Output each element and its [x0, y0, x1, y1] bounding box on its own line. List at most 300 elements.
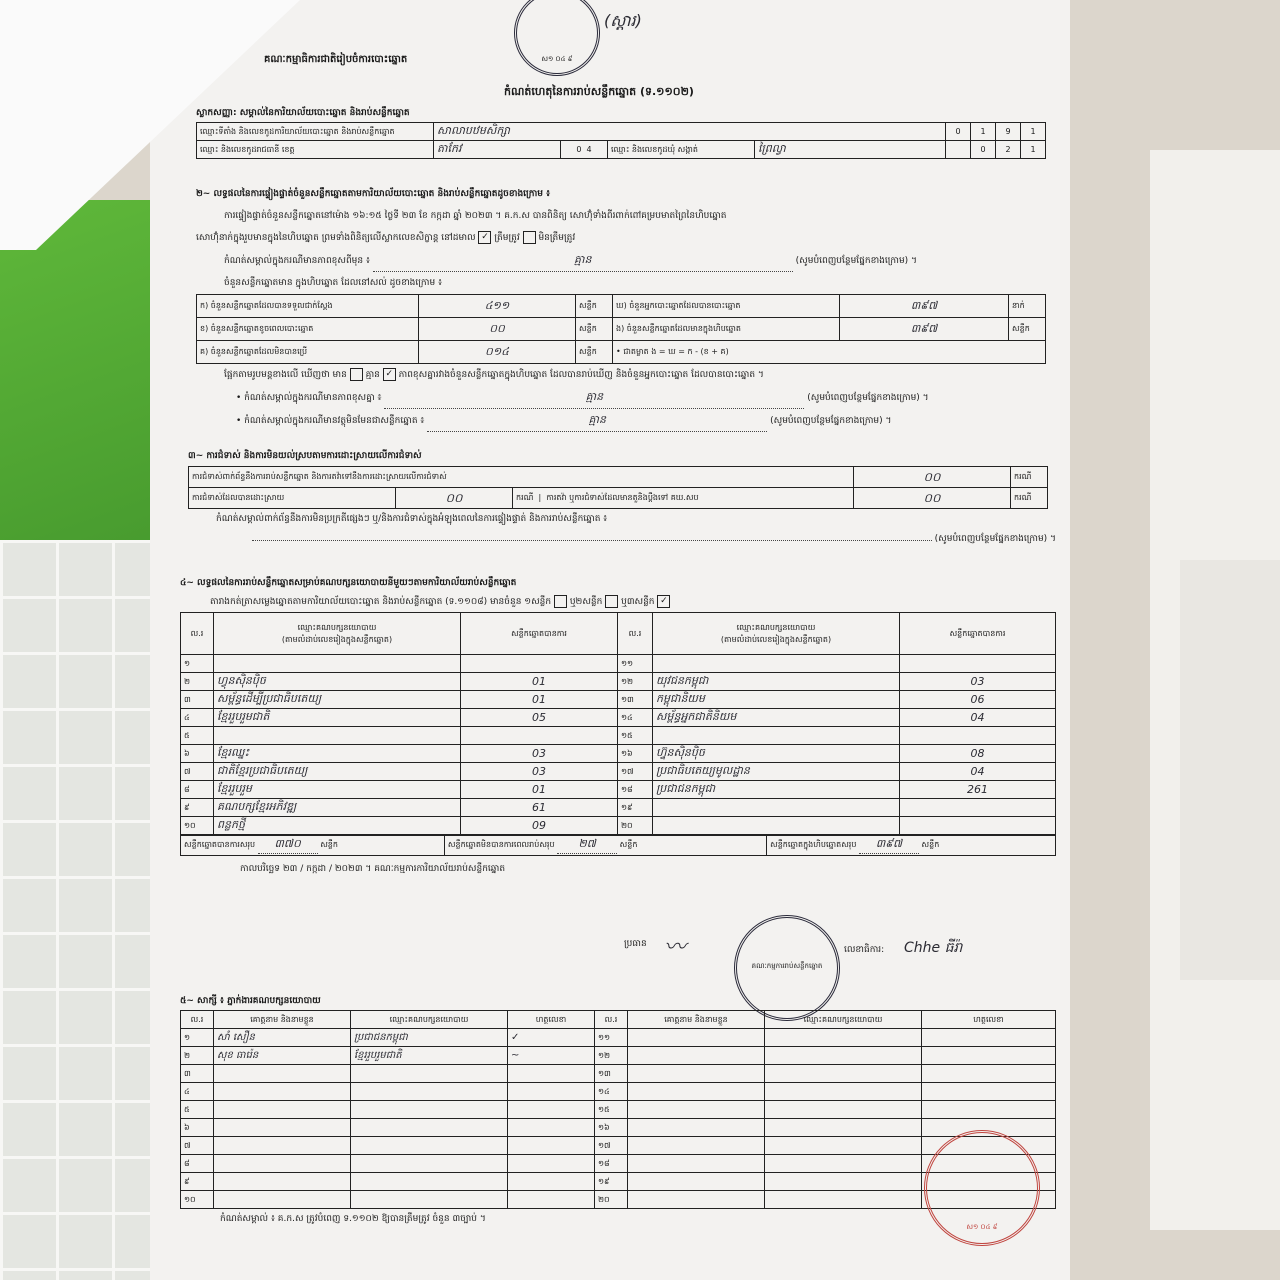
location-code-4: 1 — [1021, 123, 1046, 141]
party-no: ១៩ — [618, 799, 653, 817]
table-row — [181, 817, 1056, 835]
part2-subtitle: ចំនួនសន្លឹកឆ្នោតមាន ក្នុងហិបឆ្នោត ដែលនៅសល់ ដូចខាងក្រោម ៖ — [224, 278, 443, 288]
voters-label: ឃ) ចំនួនអ្នកបោះឆ្នោតដែលបានបោះឆ្នោត — [613, 295, 840, 318]
in-box-unit: សន្លឹក — [1009, 318, 1046, 341]
party-name: ខ្មែររួបរួមជាតិ — [214, 709, 461, 727]
commune-code-3: 1 — [1021, 141, 1046, 159]
part2-note-value: គ្មាន — [373, 249, 793, 272]
table-row — [181, 1155, 1056, 1173]
table-row — [181, 781, 1056, 799]
part3-hint-line — [188, 529, 1056, 549]
bullet-1-label: • កំណត់សម្គាល់ក្នុងករណីមានភាពខុសគ្នា ៖ — [236, 393, 382, 403]
witness-signature — [508, 1137, 595, 1155]
party-no: ១៤ — [618, 709, 653, 727]
table-row — [181, 1101, 1056, 1119]
commune-value: ព្រៃល្វា — [755, 141, 946, 159]
witness-no: ១៨ — [595, 1155, 628, 1173]
col-no-right: ល.រ — [618, 613, 653, 655]
objection-table — [188, 466, 1048, 509]
party-votes: 03 — [900, 673, 1056, 691]
location-table — [196, 122, 1046, 159]
witness-signature — [508, 1191, 595, 1209]
party-no: ១៧ — [618, 763, 653, 781]
witness-name — [628, 1191, 765, 1209]
col-party-left-label: ឈ្មោះគណបក្សនយោបាយ — [297, 622, 377, 632]
objection-label: ការជំទាស់ពាក់ព័ន្ធនឹងការរាប់សន្លឹកឆ្នោត និងការតវ៉ាទៅនឹងការដោះស្រាយលើការជំទាស់ — [189, 467, 854, 488]
witness-party — [351, 1065, 508, 1083]
total-valid — [181, 836, 445, 856]
party-votes: 04 — [900, 709, 1056, 727]
witness-no: ៦ — [181, 1119, 214, 1137]
witness-name — [214, 1083, 351, 1101]
ballot-count-table — [196, 294, 1046, 364]
table-row — [181, 673, 1056, 691]
table-row — [181, 691, 1056, 709]
witness-party — [765, 1137, 922, 1155]
party-name: ប្រជាធិបតេយ្យមូលដ្ឋាន — [653, 763, 900, 781]
province-code-2: 4 — [586, 145, 592, 154]
bullet-2 — [196, 409, 1056, 432]
witness-name — [214, 1173, 351, 1191]
party-votes — [461, 727, 618, 745]
part4-title: ៤~ លទ្ធផលនៃការរាប់សន្លឹកឆ្នោតសម្រាប់គណបក្សនយោបាយនីមួយៗតាមការិយាល័យរាប់សន្លឹកឆ្នោត — [180, 578, 517, 588]
party-no: ១០ — [181, 817, 214, 835]
seal-handwriting: (ស្តារ) — [604, 11, 642, 30]
part3-section — [188, 446, 1056, 549]
party-no: ១៦ — [618, 745, 653, 763]
date-line: កាលបរិច្ឆេទ ២៣ / កក្កដា / ២០២៣ ។ គណៈកម្មការការិយាល័យរាប់សន្លឹកឆ្នោត — [240, 864, 506, 874]
party-votes: 61 — [461, 799, 618, 817]
witness-party — [351, 1155, 508, 1173]
party-name — [653, 655, 900, 673]
part2-note-hint: (សូមបំពេញបន្ថែមផ្នែកខាងក្រោម) ។ — [795, 256, 917, 266]
bullet-1-hint: (សូមបំពេញបន្ថែមផ្នែកខាងក្រោម) ។ — [807, 393, 929, 403]
seal-red-caption: ស១ ០៤ ៩ — [966, 1223, 998, 1231]
party-votes: 01 — [461, 673, 618, 691]
witness-party — [765, 1047, 922, 1065]
secretary-signature: Chhe ធីរ៉ា — [904, 940, 963, 956]
witness-party: ខ្មែររួបរួមជាតិ — [351, 1047, 508, 1065]
party-no: ៦ — [181, 745, 214, 763]
part2-title: ២~ លទ្ធផលនៃការផ្ទៀងផ្ទាត់ចំនួនសន្លឹកឆ្នោតតាមការិយាល័យបោះឆ្នោត និងរាប់សន្លឹកឆ្នោតដូចខាងក្រោម ៖ — [196, 189, 551, 199]
total-invalid-unit: សន្លឹក — [619, 840, 638, 849]
total-in-box — [767, 836, 1056, 856]
col-party-left — [214, 613, 461, 655]
part5-footer: កំណត់សម្គាល់ ៖ គ.ក.ស ត្រូវបំពេញ ទ.១១០២ ឱ្យបានត្រឹមត្រូវ ចំនួន ៣ច្បាប់ ។ — [220, 1214, 486, 1224]
witness-party — [351, 1137, 508, 1155]
part3-dotted-line — [252, 540, 932, 541]
org-name: គណៈកម្មាធិការជាតិរៀបចំការបោះឆ្នោត — [264, 54, 408, 65]
resolved-unit-and-label: ករណី | ការតវ៉ា ឬការជំទាស់ដែលមានតួនិងប្តឹងទៅ គឃ.សប — [513, 488, 854, 509]
spoiled-unit: សន្លឹក — [576, 318, 613, 341]
part4-intro — [180, 592, 1056, 612]
witness-party — [765, 1173, 922, 1191]
table-row — [181, 799, 1056, 817]
part4-section — [180, 574, 1056, 882]
unused-unit: សន្លឹក — [576, 341, 613, 364]
w-col-sign-right: ហត្ថលេខា — [922, 1011, 1056, 1029]
seal-ok-label: ត្រឹមត្រូវ — [494, 233, 520, 243]
formula-text: • ជាតម្លាត ង = ឃ = ក - (ខ + គ) — [613, 341, 1046, 364]
discrepancy-desc: ភាពខុសគ្នារវាងចំនួនសន្លឹកឆ្នោតក្នុងហិបឆ្នោត ដែលបានរាប់ឃើញ និងចំនួនអ្នកបោះឆ្នោត ដែលបានបោះឆ្នោត ។ — [398, 370, 764, 380]
witness-no: ១២ — [595, 1047, 628, 1065]
location-value: សាលាបឋមសិក្សា — [434, 123, 946, 141]
col-party-right-label: ឈ្មោះគណបក្សនយោបាយ — [736, 622, 816, 632]
witness-name — [628, 1137, 765, 1155]
party-name: គណបក្សខ្មែរអភិវឌ្ឍ — [214, 799, 461, 817]
seal-middle-caption: គណៈកម្មការរាប់សន្លឹកឆ្នោត — [751, 962, 823, 970]
witness-name — [628, 1083, 765, 1101]
received-label: ក) ចំនួនសន្លឹកឆ្នោតដែលបានទទួលជាក់ស្តែង — [197, 295, 419, 318]
party-votes-table — [180, 612, 1056, 835]
part2-section — [196, 183, 1056, 432]
witness-party — [765, 1029, 922, 1047]
appeal-unit: ករណី — [1011, 488, 1048, 509]
party-name: ហ្វុនស៊ិនប៉ិច — [214, 673, 461, 691]
part2-note — [196, 249, 1056, 272]
ballot-row-1 — [197, 295, 1046, 318]
party-name — [653, 817, 900, 835]
part3-hint: (សូមបំពេញបន្ថែមផ្នែកខាងក្រោម) ។ — [934, 534, 1056, 544]
witness-party — [765, 1119, 922, 1137]
witness-no: ២ — [181, 1047, 214, 1065]
objection-value: ០០ — [854, 467, 1011, 488]
witness-name — [214, 1191, 351, 1209]
w-col-name-left: គោត្តនាម និងនាមខ្លួន — [214, 1011, 351, 1029]
col-party-left-sub: (តាមលំដាប់លេខរៀងក្នុងសន្លឹកឆ្នោត) — [281, 634, 393, 644]
col-votes-left: សន្លឹកឆ្នោតបានការ — [461, 613, 618, 655]
unused-label: គ) ចំនួនសន្លឹកឆ្នោតដែលមិនបានប្រើ — [197, 341, 419, 364]
witness-name — [214, 1101, 351, 1119]
party-name: សម្ព័ន្ធដើម្បីប្រជាធិបតេយ្យ — [214, 691, 461, 709]
witness-signature — [508, 1155, 595, 1173]
witness-party — [351, 1101, 508, 1119]
in-box-value: ៣៩៧ — [840, 318, 1009, 341]
witness-name — [628, 1173, 765, 1191]
party-no: ៥ — [181, 727, 214, 745]
party-votes: 261 — [900, 781, 1056, 799]
party-name: ខ្មែររួបរួម — [214, 781, 461, 799]
witness-signature: ~ — [508, 1047, 595, 1065]
party-no: ៨ — [181, 781, 214, 799]
total-invalid — [444, 836, 766, 856]
witness-no: ៩ — [181, 1173, 214, 1191]
voters-value: ៣៩៧ — [840, 295, 1009, 318]
total-in-box-value: ៣៩៧ — [859, 837, 919, 854]
witness-signature — [922, 1029, 1056, 1047]
party-name: កម្ពុជានិយម — [653, 691, 900, 709]
bullet-2-label: • កំណត់សម្គាល់ក្នុងករណីមានវត្ថុមិនមែនជាសន្លឹកឆ្នោត ៖ — [236, 416, 425, 426]
party-name: ហ្វ៊ុនស៊ិនប៉ិច — [653, 745, 900, 763]
party-name — [214, 727, 461, 745]
received-unit: សន្លឹក — [576, 295, 613, 318]
party-no: ២០ — [618, 817, 653, 835]
party-votes — [461, 655, 618, 673]
witness-no: ១៤ — [595, 1083, 628, 1101]
table-row — [181, 763, 1056, 781]
witness-party — [351, 1083, 508, 1101]
bullet-1 — [196, 386, 1056, 409]
witness-no: ៨ — [181, 1155, 214, 1173]
bullet-2-value: គ្មាន — [427, 409, 767, 432]
table-row — [181, 655, 1056, 673]
table-row — [181, 1065, 1056, 1083]
witness-name — [628, 1101, 765, 1119]
party-no: ១៣ — [618, 691, 653, 709]
part2-line2-text: សោហ៊ុំនាក់ក្នុងរួបមានក្នុងនៃហិបឆ្នោត ព្រមទាំងពិនិត្យលើស្លាកលេខសិក្ខាន្ត នៅដមាល — [196, 233, 476, 243]
w-col-party-left: ឈ្មោះគណបក្សនយោបាយ — [351, 1011, 508, 1029]
three-sheet-checkbox[interactable]: ✓ — [657, 595, 670, 608]
two-sheet-checkbox[interactable] — [605, 595, 618, 608]
totals-row — [181, 836, 1056, 856]
tally-sheet-count: តារាងកត់ត្រាសម្លេងឆ្នោតតាមការិយាល័យបោះឆ្នោត និងរាប់សន្លឹកឆ្នោត (ទ.១១០៨) មានចំនួន ១សន្លឹក — [210, 597, 552, 607]
witness-party: ប្រជាជនកម្ពុជា — [351, 1029, 508, 1047]
total-invalid-label: សន្លឹកឆ្នោតមិនបានការពេលរាប់សរុប — [447, 840, 555, 849]
discrepancy-label: ផ្អែកតាមរូបមន្តខាងលើ ឃើញថា មាន — [224, 370, 347, 380]
party-votes — [900, 655, 1056, 673]
location-code-3: 9 — [996, 123, 1021, 141]
witness-signature — [508, 1119, 595, 1137]
party-votes: 01 — [461, 691, 618, 709]
totals-table — [180, 835, 1056, 856]
official-seal-red — [924, 1130, 1040, 1246]
province-code — [561, 141, 608, 159]
party-votes: 03 — [461, 745, 618, 763]
chair-signature: 〰 — [664, 935, 687, 960]
witness-header — [181, 1011, 1056, 1029]
party-votes: 05 — [461, 709, 618, 727]
part5-title: ៥~ សាក្សី ៖ ភ្នាក់ងារគណបក្សនយោបាយ — [180, 996, 321, 1006]
witness-party — [351, 1173, 508, 1191]
party-name — [653, 727, 900, 745]
party-name: សម្ព័ន្ធអ្នកជាតិនិយម — [653, 709, 900, 727]
witness-signature — [508, 1101, 595, 1119]
form-header — [164, 0, 1056, 100]
witness-no: ៧ — [181, 1137, 214, 1155]
party-votes: 09 — [461, 817, 618, 835]
w-col-party-right: ឈ្មោះគណបក្សនយោបាយ — [765, 1011, 922, 1029]
three-sheet-label: ឬ៣សន្លឹក — [621, 597, 655, 607]
witness-party — [765, 1065, 922, 1083]
witness-party — [765, 1101, 922, 1119]
party-votes — [900, 799, 1056, 817]
background-papers-right-2 — [1180, 560, 1280, 980]
seal-top-caption: ស១ ០៤ ៩ — [541, 55, 573, 63]
witness-signature: ✓ — [508, 1029, 595, 1047]
party-votes: 06 — [900, 691, 1056, 709]
location-code-2: 1 — [971, 123, 996, 141]
col-party-right-sub: (តាមលំដាប់លេខរៀងក្នុងសន្លឹកឆ្នោត) — [720, 634, 832, 644]
location-code-1: 0 — [946, 123, 971, 141]
party-name — [214, 655, 461, 673]
chair-label: ប្រធាន — [624, 939, 647, 949]
witness-no: ១៣ — [595, 1065, 628, 1083]
party-no: ១១ — [618, 655, 653, 673]
total-valid-value: ៣៧០ — [258, 837, 318, 854]
total-in-box-label: សន្លឹកឆ្នោតក្នុងហិបឆ្នោតសរុប — [770, 840, 857, 849]
two-sheet-label: ឬ២សន្លឹក — [569, 597, 603, 607]
witness-no: ១៩ — [595, 1173, 628, 1191]
w-col-sign-left: ហត្ថលេខា — [508, 1011, 595, 1029]
party-votes-body — [181, 655, 1056, 835]
witness-party — [765, 1155, 922, 1173]
spoiled-label: ខ) ចំនួនសន្លឹកឆ្នោតខូចពេលបោះឆ្នោត — [197, 318, 419, 341]
commune-code-1: 0 — [971, 141, 996, 159]
objection-row-1 — [189, 467, 1048, 488]
witness-name — [628, 1155, 765, 1173]
witness-signature — [922, 1101, 1056, 1119]
witness-signature — [922, 1083, 1056, 1101]
objection-row-2 — [189, 488, 1048, 509]
col-votes-right: សន្លឹកឆ្នោតបានការ — [900, 613, 1056, 655]
witness-no: ១០ — [181, 1191, 214, 1209]
resolved-unit: ករណី — [516, 493, 534, 502]
table-row — [181, 1029, 1056, 1047]
location-label: ឈ្មោះទីតាំង និងលេខកូដការិយាល័យបោះឆ្នោត និងរាប់សន្លឹកឆ្នោត — [197, 123, 434, 141]
party-no: ១ — [181, 655, 214, 673]
witness-no: ១៦ — [595, 1119, 628, 1137]
witness-name: សាំ សឿន — [214, 1029, 351, 1047]
witness-name — [628, 1029, 765, 1047]
party-votes: 04 — [900, 763, 1056, 781]
election-form-sheet — [150, 0, 1070, 1280]
witness-name — [628, 1065, 765, 1083]
part2-note-label: កំណត់សម្គាល់ក្នុងករណីមានភាពខុសពីមុន ៖ — [224, 256, 370, 266]
table-row — [181, 709, 1056, 727]
party-no: ១៥ — [618, 727, 653, 745]
discrepancy-yes-checkbox[interactable] — [350, 368, 363, 381]
w-col-no-right: ល.រ — [595, 1011, 628, 1029]
official-seal-top — [514, 0, 600, 76]
witness-name — [214, 1119, 351, 1137]
objection-unit: ករណី — [1011, 467, 1048, 488]
part1-section — [196, 107, 1056, 159]
party-name: យុវជនកម្ពុជា — [653, 673, 900, 691]
part3-note: កំណត់សម្គាល់ពាក់ព័ន្ធនឹងការមិនប្រក្រតីផ្សេងៗ ឬ/និងការជំទាស់ក្នុងអំឡុងពេលនៃការផ្ទៀងផ្ទាត់ និងការរាប់សន្លឹកឆ្នោត ៖ — [216, 514, 608, 524]
party-no: ៣ — [181, 691, 214, 709]
party-no: ៩ — [181, 799, 214, 817]
witness-name — [628, 1119, 765, 1137]
witness-signature — [922, 1065, 1056, 1083]
witness-signature — [508, 1173, 595, 1191]
party-no: ១៨ — [618, 781, 653, 799]
unused-value: ០១៤ — [419, 341, 576, 364]
party-name: ប្រជាជនកម្ពុជា — [653, 781, 900, 799]
voters-unit: នាក់ — [1009, 295, 1046, 318]
total-invalid-value: ២៧ — [557, 837, 617, 854]
table-row — [181, 1083, 1056, 1101]
w-col-name-right: គោត្តនាម និងនាមខ្លួន — [628, 1011, 765, 1029]
appeal-label: ការតវ៉ា ឬការជំទាស់ដែលមានតួនិងប្តឹងទៅ គឃ.សប — [546, 493, 699, 502]
location-row-1 — [197, 123, 1046, 141]
table-row — [181, 1137, 1056, 1155]
ballot-row-3 — [197, 341, 1046, 364]
secretary-label: លេខាធិការ: — [844, 945, 885, 955]
party-no: ១២ — [618, 673, 653, 691]
witness-party — [351, 1191, 508, 1209]
spoiled-value: ០០ — [419, 318, 576, 341]
witness-name — [214, 1137, 351, 1155]
location-row-2 — [197, 141, 1046, 159]
commune-code-blank — [946, 141, 971, 159]
part2-line2 — [196, 227, 1056, 249]
party-name: ជាតិខ្មែរប្រជាធិបតេយ្យ — [214, 763, 461, 781]
province-value: តាកែវ — [434, 141, 561, 159]
party-no: ២ — [181, 673, 214, 691]
witness-no: ១ — [181, 1029, 214, 1047]
resolved-value: ០០ — [396, 488, 513, 509]
witness-no: ៤ — [181, 1083, 214, 1101]
witness-party — [351, 1119, 508, 1137]
part2-line1: ការផ្ទៀងផ្ទាត់ចំនួនសន្លឹកឆ្នោតនៅម៉ោង ១៦:១៥ ថ្ងៃទី ២៣ ខែ កក្កដា ឆ្នាំ ២០២៣ ។ គ.ក.ស បានពិនិត្យ សោហ៊ុំទាំងពីរពាក់ពៅគម្របមាតព្រៃនៃហិបឆ្នោត — [224, 211, 727, 221]
party-name — [653, 799, 900, 817]
party-votes: 03 — [461, 763, 618, 781]
seal-ok-checkbox[interactable]: ✓ — [478, 231, 491, 244]
discrepancy-check — [196, 364, 1056, 386]
form-title: កំណត់ហេតុនៃការរាប់សន្លឹកឆ្នោត (ទ.១១០២) — [504, 85, 694, 98]
bullet-2-hint: (សូមបំពេញបន្ថែមផ្នែកខាងក្រោម) ។ — [770, 416, 892, 426]
witness-signature — [922, 1047, 1056, 1065]
part1-title: ស្លាកសញ្ញា: សម្គាល់នៃការិយាល័យបោះឆ្នោត និងរាប់សន្លឹកឆ្នោត — [196, 108, 410, 118]
table-row — [181, 1047, 1056, 1065]
commune-code-2: 2 — [996, 141, 1021, 159]
witness-no: ១១ — [595, 1029, 628, 1047]
seal-not-ok-label: មិនត្រឹមត្រូវ — [538, 233, 576, 243]
table-row — [181, 745, 1056, 763]
table-row — [181, 727, 1056, 745]
witness-name — [214, 1065, 351, 1083]
witness-no: ១៥ — [595, 1101, 628, 1119]
col-party-right — [653, 613, 900, 655]
col-no-left: ល.រ — [181, 613, 214, 655]
party-votes — [900, 817, 1056, 835]
total-valid-label: សន្លឹកឆ្នោតបានការសរុប — [184, 840, 256, 849]
signature-area — [164, 920, 1056, 1000]
witness-signature — [508, 1065, 595, 1083]
discrepancy-none-checkbox[interactable]: ✓ — [383, 368, 396, 381]
appeal-value: ០០ — [854, 488, 1011, 509]
witness-name: សុខ ធារ៉េន — [214, 1047, 351, 1065]
witness-party — [765, 1083, 922, 1101]
witness-no: ៥ — [181, 1101, 214, 1119]
witness-name — [628, 1047, 765, 1065]
party-name: ខ្មែរឈ្នះ — [214, 745, 461, 763]
party-no: ៤ — [181, 709, 214, 727]
total-in-box-unit: សន្លឹក — [921, 840, 940, 849]
party-votes-header — [181, 613, 1056, 655]
one-sheet-checkbox[interactable] — [554, 595, 567, 608]
witness-signature — [508, 1083, 595, 1101]
province-code-1: 0 — [576, 145, 582, 154]
party-votes: 01 — [461, 781, 618, 799]
witness-name — [214, 1155, 351, 1173]
seal-not-ok-checkbox[interactable] — [523, 231, 536, 244]
witness-no: ១៧ — [595, 1137, 628, 1155]
witness-no: ៣ — [181, 1065, 214, 1083]
party-votes — [900, 727, 1056, 745]
discrepancy-none-label: គ្មាន — [365, 370, 380, 380]
bullet-1-value: គ្មាន — [384, 386, 804, 409]
witness-no: ២០ — [595, 1191, 628, 1209]
in-box-label: ង) ចំនួនសន្លឹកឆ្នោតដែលមានក្នុងហិបឆ្នោត — [613, 318, 840, 341]
party-name: ពន្លកថ្មី — [214, 817, 461, 835]
commune-label: ឈ្មោះ និងលេខកូដឃុំ សង្កាត់ — [608, 141, 755, 159]
province-label: ឈ្មោះ និងលេខកូដរាជធានី ខេត្ត — [197, 141, 434, 159]
part3-title: ៣~ ការជំទាស់ និងការមិនយល់ស្របតាមការដោះស្រាយលើការជំទាស់ — [188, 451, 422, 461]
total-valid-unit: សន្លឹក — [320, 840, 338, 849]
received-value: ៤១១ — [419, 295, 576, 318]
party-votes: 08 — [900, 745, 1056, 763]
